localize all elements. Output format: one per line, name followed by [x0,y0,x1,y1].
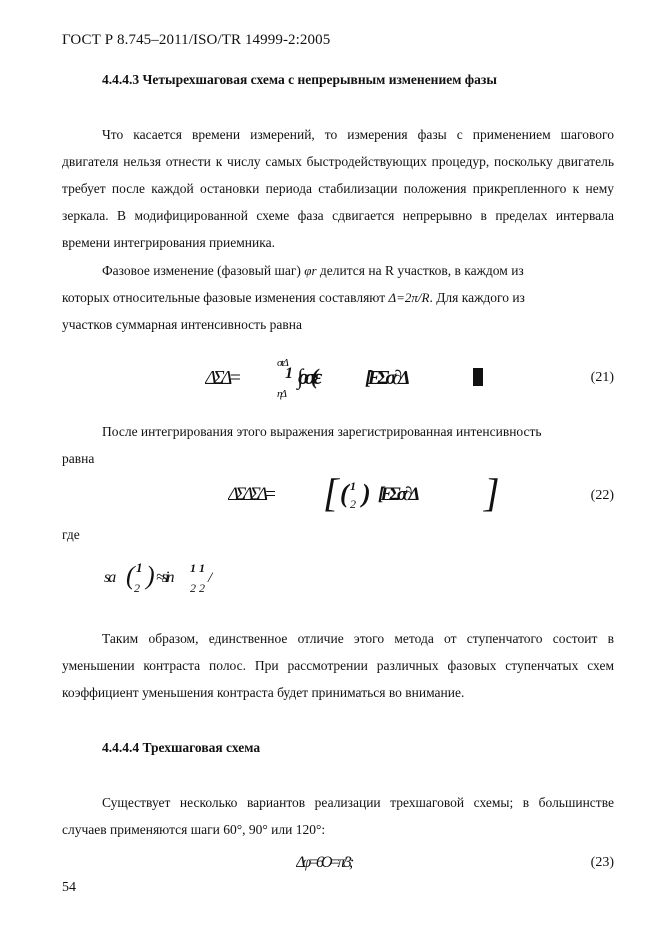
svg-text:): ) [362,479,371,508]
phase-change-text-a: Фазовое изменение (фазовый шаг) [102,263,301,278]
phase-change-text-c: которых относительные фазовые изменения составляют [62,290,386,305]
svg-text:Δφ=6Ο=π/3;: Δφ=6Ο=π/3; [296,854,352,871]
equation-21-number: (21) [590,370,614,385]
paragraph-phase-change-line1 [62,257,614,284]
svg-text:1: 1 [350,479,356,493]
svg-text:]: ] [484,472,500,515]
paragraph-phase-change-line2 [62,284,614,311]
svg-text:στΔ: στΔ [277,357,287,369]
paragraph-integration-line1: После интегрирования этого выражения зарегистрированная интенсивность [102,424,542,439]
equation-23-number: (23) [590,855,614,870]
svg-text:∫οσ(ε: ∫οσ(ε [297,364,318,389]
svg-text:2 2: 2 2 [190,581,205,595]
equation-21-image [205,352,495,400]
svg-text:[: [ [323,472,339,515]
svg-text:1: 1 [136,560,143,575]
paragraph-three-step: Существует несколько вариантов реализации трехшаговой схемы; в большинстве случаев применяются шаги 60°, 90° или 120°: [62,795,614,837]
svg-text:2: 2 [350,497,356,511]
where-label: где [62,527,80,542]
svg-text:ηΔ: ηΔ [277,388,285,400]
sinc-definition-image [104,556,254,596]
paragraph-integration-line2: равна [62,451,95,466]
section-heading-4-4-4-3: 4.4.4.3 Четырехшаговая схема с непрерывным изменением фазы [102,72,497,87]
svg-text:/: / [208,570,213,586]
equation-22-number: (22) [590,488,614,503]
svg-text:1 1: 1 1 [190,561,205,575]
svg-text:(: ( [340,479,349,508]
svg-text:≈sin: ≈sin [156,569,172,586]
section-heading-4-4-4-4: 4.4.4.4 Трехшаговая схема [102,740,261,755]
paragraph-contrast-reduction: Таким образом, единственное отличие этого метода от ступенчатого состоит в уменьшении контраста полос. При рассмотрении различных фазовых ступенчатых схем коэффициент уменьшения контраста будет приниматься во внимание. [62,631,614,700]
svg-text:1: 1 [285,365,293,382]
svg-text:2: 2 [134,581,140,595]
paragraph-phase-change-line3: участков суммарная интенсивность равна [62,317,302,332]
svg-text:ΔΣΔ=: ΔΣΔ= [205,367,238,389]
delta-formula: Δ=2π/R [388,290,430,305]
phase-change-text-b: делится на R участков, в каждом из [319,263,524,278]
equation-22-image [228,472,504,518]
svg-text:[ΕΣσ∂Δ: [ΕΣσ∂Δ [365,367,407,389]
equation-23-image [296,850,386,874]
svg-text:ΔΣΔΣΔ=: ΔΣΔΣΔ= [228,484,273,505]
page-number: 54 [62,880,76,895]
svg-text:sa: sa [104,569,115,586]
phi-r-symbol: φr [304,263,317,278]
paragraph-measurement-time: Что касается времени измерений, то измерения фазы с применением шагового двигателя нельзя отнести к числу самых быстродействующих процедур, поскольку двигатель требует после каждой остановки периода стабилизации положения прикрепленного к нему зеркала. В модифицированной схеме фаза сдвигается непрерывно в пределах интервала времени интегрирования приемника. [62,127,614,250]
document-header: ГОСТ Р 8.745–2011/ISO/TR 14999-2:2005 [62,32,331,48]
svg-text:(: ( [126,561,135,590]
svg-text:[ΕΣσ∂Δ: [ΕΣσ∂Δ [378,484,417,505]
phase-change-text-d: . Для каждого из [429,290,525,305]
svg-text:): ) [146,561,155,590]
